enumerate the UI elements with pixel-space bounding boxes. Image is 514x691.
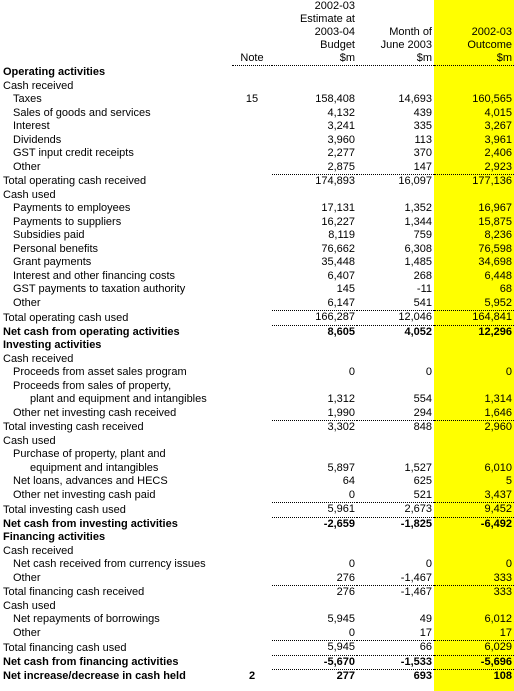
table-row: [0, 489, 514, 503]
row-note: [232, 134, 272, 148]
month-value: [357, 80, 434, 94]
table-row: [0, 475, 514, 489]
outcome-value: [434, 435, 514, 449]
row-label: Taxes: [13, 93, 42, 105]
budget-header-line-1: 2002-03: [314, 0, 355, 12]
budget-value: 17,131: [321, 202, 355, 214]
row-note: [232, 572, 272, 586]
outcome-header-line-2: [434, 13, 514, 26]
table-row: [0, 66, 514, 80]
row-note: [232, 66, 272, 80]
budget-header-line-2: Estimate at: [299, 13, 355, 25]
outcome-header-line-3: 2002-03: [471, 26, 512, 38]
budget-value: [272, 448, 357, 462]
row-label: Dividends: [13, 133, 62, 146]
budget-value: 1,312: [327, 393, 355, 405]
budget-value: [272, 80, 357, 94]
month-value: -1,467: [400, 571, 432, 584]
budget-value: 0: [348, 488, 355, 501]
row-note: [232, 243, 272, 257]
outcome-value: 5,952: [484, 296, 512, 309]
row-label: Personal benefits: [13, 242, 98, 255]
table-row: [0, 93, 514, 107]
budget-value: [272, 531, 357, 545]
budget-header-line-3: 2003-04: [314, 26, 355, 38]
table-row: [0, 517, 514, 531]
budget-value: [272, 545, 357, 559]
row-note: [232, 503, 272, 518]
row-label: Investing activities: [3, 339, 102, 351]
row-label: Cash used: [3, 599, 56, 612]
row-label: Other: [13, 572, 41, 584]
outcome-value: [434, 189, 514, 203]
outcome-value: 2,406: [484, 147, 512, 159]
outcome-value: 6,029: [434, 641, 514, 656]
outcome-header-unit: $m: [434, 52, 514, 66]
month-value: 12,046: [357, 311, 434, 326]
row-note: [232, 270, 272, 284]
row-note: [232, 558, 272, 572]
table-row: [0, 503, 514, 518]
budget-value: 16,227: [321, 215, 355, 228]
month-value: [357, 189, 434, 203]
month-value: [357, 448, 434, 462]
outcome-value: 8,236: [484, 229, 512, 241]
outcome-value: 3,267: [484, 120, 512, 132]
outcome-value: [434, 380, 514, 394]
row-label: Other: [13, 161, 41, 173]
row-note: [232, 435, 272, 449]
month-value: 439: [413, 106, 432, 119]
budget-value: 0: [348, 626, 355, 639]
outcome-value: [434, 545, 514, 559]
budget-value: -2,659: [272, 517, 357, 531]
row-label: GST payments to taxation authority: [13, 283, 186, 295]
outcome-value: [434, 80, 514, 94]
row-note: [232, 421, 272, 435]
outcome-value: -5,696: [434, 655, 514, 670]
row-note: [232, 325, 272, 339]
row-note: [232, 641, 272, 656]
outcome-value: 108: [434, 670, 514, 684]
outcome-value: [434, 531, 514, 545]
table-row: [0, 161, 514, 175]
table-row: [0, 297, 514, 311]
budget-value: 276: [336, 571, 355, 584]
table-row: [0, 243, 514, 257]
row-note: [232, 393, 272, 407]
outcome-value: 12,296: [434, 325, 514, 339]
month-value: 268: [413, 269, 432, 282]
budget-value: 276: [272, 586, 357, 600]
budget-value: 5,945: [272, 641, 357, 656]
budget-value: [272, 600, 357, 614]
budget-value: 3,302: [272, 421, 357, 435]
table-row: [0, 216, 514, 230]
budget-value: 0: [348, 366, 355, 378]
outcome-value: 16,967: [478, 202, 512, 214]
outcome-value: 1,646: [484, 406, 512, 419]
budget-value: 158,408: [315, 93, 355, 105]
table-row: [0, 283, 514, 297]
month-value: -1,533: [357, 655, 434, 670]
row-label: Payments to suppliers: [13, 215, 122, 228]
month-header-line-2: [357, 13, 434, 26]
table-row: [0, 531, 514, 545]
row-note: 2: [248, 670, 256, 682]
table-row: [0, 339, 514, 353]
outcome-value: 3,961: [484, 133, 512, 146]
budget-value: 3,241: [327, 120, 355, 132]
outcome-value: 68: [499, 283, 512, 295]
row-label: Grant payments: [13, 256, 92, 268]
table-row: [0, 586, 514, 600]
month-value: [357, 531, 434, 545]
budget-value: -5,670: [272, 655, 357, 670]
table-row: [0, 256, 514, 270]
budget-value: 76,662: [321, 242, 355, 255]
month-value: 1,344: [404, 215, 432, 228]
table-row: [0, 202, 514, 216]
month-value: -1,467: [357, 586, 434, 600]
table-row: [0, 366, 514, 380]
row-label: Purchase of property, plant and: [13, 448, 166, 460]
outcome-value: 15,875: [478, 215, 512, 228]
outcome-header-line-1: [434, 0, 514, 13]
outcome-value: 177,136: [434, 175, 514, 189]
month-value: 4,052: [357, 325, 434, 339]
table-row: [0, 435, 514, 449]
row-label: Total financing cash used: [3, 641, 127, 654]
outcome-value: 3,437: [484, 488, 512, 501]
row-note: [232, 80, 272, 94]
month-value: [357, 545, 434, 559]
table-row: [0, 353, 514, 367]
month-value: 521: [413, 488, 432, 501]
row-note: [232, 531, 272, 545]
budget-value: 166,287: [272, 311, 357, 326]
outcome-value: 164,841: [434, 311, 514, 326]
note-header: Note: [232, 52, 272, 66]
row-note: 15: [245, 93, 259, 105]
month-value: -11: [416, 283, 432, 295]
month-value: 113: [414, 133, 432, 146]
table-row: [0, 600, 514, 614]
row-note: [232, 202, 272, 216]
outcome-value: [434, 353, 514, 367]
row-note: [232, 613, 272, 627]
month-value: 2,673: [357, 503, 434, 518]
row-label: Proceeds from asset sales program: [13, 366, 187, 378]
outcome-value: 6,012: [484, 613, 512, 625]
table-row: [0, 393, 514, 407]
outcome-value: 1,314: [484, 393, 512, 405]
row-label: Total operating cash used: [3, 311, 129, 324]
table-row: [0, 545, 514, 559]
outcome-value: 0: [505, 366, 512, 378]
row-label: Total investing cash received: [3, 421, 144, 433]
table-row: [0, 270, 514, 284]
budget-value: 145: [336, 283, 355, 295]
budget-header-line-4: Budget: [320, 39, 355, 51]
table-row: [0, 670, 514, 684]
month-value: 147: [413, 160, 432, 173]
budget-value: 5,897: [327, 461, 355, 474]
table-row: [0, 189, 514, 203]
table-row: [0, 147, 514, 161]
table-header: [0, 0, 514, 66]
row-note: [232, 448, 272, 462]
month-header-unit: $m: [357, 52, 434, 66]
table-row: [0, 380, 514, 394]
row-note: [232, 517, 272, 531]
month-value: 16,097: [357, 175, 434, 189]
outcome-value: 333: [434, 586, 514, 600]
row-note: [232, 586, 272, 600]
row-label: Financing activities: [3, 531, 106, 543]
month-header-line-3: Month of: [389, 26, 432, 38]
outcome-value: 9,452: [434, 503, 514, 518]
row-note: [232, 462, 272, 476]
outcome-value: 34,698: [478, 256, 512, 268]
budget-value: 4,132: [327, 106, 355, 119]
outcome-value: 333: [493, 571, 512, 584]
row-label: Cash used: [3, 434, 56, 447]
month-value: 1,352: [404, 202, 432, 214]
row-label: Cash received: [3, 544, 74, 557]
row-label: Sales of goods and services: [13, 106, 151, 119]
table-row: [0, 229, 514, 243]
budget-value: 8,605: [272, 325, 357, 339]
table-row: [0, 448, 514, 462]
row-label: Other: [13, 297, 41, 309]
budget-value: 8,119: [328, 229, 355, 241]
row-note: [232, 311, 272, 326]
row-label: Other net investing cash received: [13, 407, 177, 419]
row-label: Subsidies paid: [13, 229, 85, 241]
budget-value: [272, 339, 357, 353]
row-note: [232, 189, 272, 203]
row-label: Net cash from financing activities: [3, 656, 179, 668]
budget-value: 2,875: [327, 160, 355, 173]
row-note: [232, 229, 272, 243]
outcome-value: 2,923: [484, 160, 512, 173]
row-note: [232, 545, 272, 559]
row-label: Payments to employees: [13, 202, 131, 214]
outcome-value: [434, 600, 514, 614]
table-row: [0, 80, 514, 94]
row-label: Interest: [13, 120, 50, 132]
row-note: [232, 175, 272, 189]
row-note: [232, 489, 272, 503]
row-label: Net increase/decrease in cash held: [3, 670, 186, 682]
table-row: [0, 311, 514, 326]
month-value: 0: [425, 366, 432, 378]
table-row: [0, 421, 514, 435]
outcome-value: [434, 339, 514, 353]
row-note: [232, 600, 272, 614]
month-value: 294: [413, 406, 432, 419]
month-value: -1,825: [357, 517, 434, 531]
outcome-value: 4,015: [484, 106, 512, 119]
table-row: [0, 462, 514, 476]
row-note: [232, 297, 272, 311]
outcome-value: 6,010: [484, 461, 512, 474]
month-value: [357, 600, 434, 614]
outcome-value: 5: [505, 475, 512, 487]
row-label: plant and equipment and intangibles: [30, 393, 207, 405]
month-value: 66: [357, 641, 434, 656]
row-note: [232, 339, 272, 353]
row-label: Net cash received from currency issues: [13, 558, 206, 570]
month-header-line-4: June 2003: [380, 39, 432, 51]
row-note: [232, 161, 272, 175]
outcome-value: 2,960: [434, 421, 514, 435]
month-value: [357, 66, 434, 80]
table-row: [0, 107, 514, 121]
row-note: [232, 256, 272, 270]
row-label: Cash received: [3, 352, 74, 365]
row-note: [232, 380, 272, 394]
row-label: Other net investing cash paid: [13, 489, 156, 501]
month-value: [357, 380, 434, 394]
row-note: [232, 366, 272, 380]
outcome-value: [434, 448, 514, 462]
budget-value: [272, 380, 357, 394]
table-row: [0, 175, 514, 189]
budget-value: [272, 353, 357, 367]
table-row: [0, 627, 514, 641]
outcome-value: 6,448: [484, 269, 512, 282]
month-value: 49: [419, 613, 432, 625]
budget-value: 35,448: [321, 256, 355, 268]
table-row: [0, 120, 514, 134]
row-label: Net cash from investing activities: [3, 517, 178, 530]
row-label: Proceeds from sales of property,: [13, 379, 172, 392]
row-note: [232, 475, 272, 489]
row-note: [232, 283, 272, 297]
table-row: [0, 613, 514, 627]
month-header-line-1: [357, 0, 434, 13]
month-value: [357, 353, 434, 367]
row-note: [232, 353, 272, 367]
month-value: 0: [425, 558, 432, 570]
row-label: Total operating cash received: [3, 175, 147, 187]
month-value: 17: [419, 626, 432, 639]
table-row: [0, 655, 514, 670]
row-label: Net cash from operating activities: [3, 325, 180, 338]
budget-value: 6,147: [327, 296, 355, 309]
month-value: 541: [413, 296, 432, 309]
budget-value: [272, 66, 357, 80]
budget-value: 0: [348, 558, 355, 570]
budget-value: 6,407: [327, 269, 355, 282]
outcome-value: -6,492: [434, 517, 514, 531]
budget-value: 1,990: [327, 406, 355, 419]
table-row: [0, 572, 514, 586]
month-value: 335: [413, 120, 432, 132]
budget-value: [272, 435, 357, 449]
row-label: Total financing cash received: [3, 586, 145, 598]
month-value: 14,693: [398, 93, 432, 105]
month-value: 1,485: [404, 256, 432, 268]
table-body: [0, 66, 514, 684]
budget-value: 5,961: [272, 503, 357, 518]
month-value: 370: [413, 147, 432, 159]
row-note: [232, 120, 272, 134]
month-value: 1,527: [404, 461, 432, 474]
row-note: [232, 655, 272, 670]
row-label: Cash received: [3, 79, 74, 92]
row-note: [232, 147, 272, 161]
budget-header-unit: $m: [272, 52, 357, 66]
month-value: 554: [413, 393, 432, 405]
row-label: Cash used: [3, 188, 56, 201]
month-value: 625: [413, 475, 432, 487]
row-note: [232, 216, 272, 230]
month-value: 848: [357, 421, 434, 435]
budget-value: 277: [272, 670, 357, 684]
row-note: [232, 627, 272, 641]
budget-value: 3,960: [327, 133, 355, 146]
budget-value: [272, 189, 357, 203]
outcome-value: 160,565: [472, 93, 512, 105]
month-value: [357, 339, 434, 353]
month-value: [357, 435, 434, 449]
row-note: [232, 407, 272, 421]
outcome-value: [434, 66, 514, 80]
row-label: GST input credit receipts: [13, 147, 134, 159]
month-value: 6,308: [404, 242, 432, 255]
budget-value: 174,893: [272, 175, 357, 189]
row-label: equipment and intangibles: [30, 461, 159, 474]
budget-value: 64: [342, 475, 355, 487]
table-row: [0, 558, 514, 572]
row-label: Total investing cash used: [3, 503, 126, 516]
outcome-value: 17: [499, 626, 512, 639]
outcome-value: 0: [505, 558, 512, 570]
row-label: Net loans, advances and HECS: [13, 475, 168, 487]
table-row: [0, 325, 514, 339]
outcome-header-line-4: Outcome: [467, 39, 512, 51]
table-row: [0, 407, 514, 421]
budget-value: 2,277: [327, 147, 355, 159]
row-label: Other: [13, 627, 41, 639]
row-note: [232, 107, 272, 121]
table-row: [0, 134, 514, 148]
month-value: 693: [357, 670, 434, 684]
outcome-value: 76,598: [478, 242, 512, 255]
budget-value: 5,945: [327, 613, 355, 625]
row-label: Interest and other financing costs: [13, 269, 176, 282]
row-label: Net repayments of borrowings: [13, 613, 160, 625]
table-row: [0, 641, 514, 656]
row-label: Operating activities: [3, 66, 106, 78]
month-value: 759: [413, 229, 432, 241]
